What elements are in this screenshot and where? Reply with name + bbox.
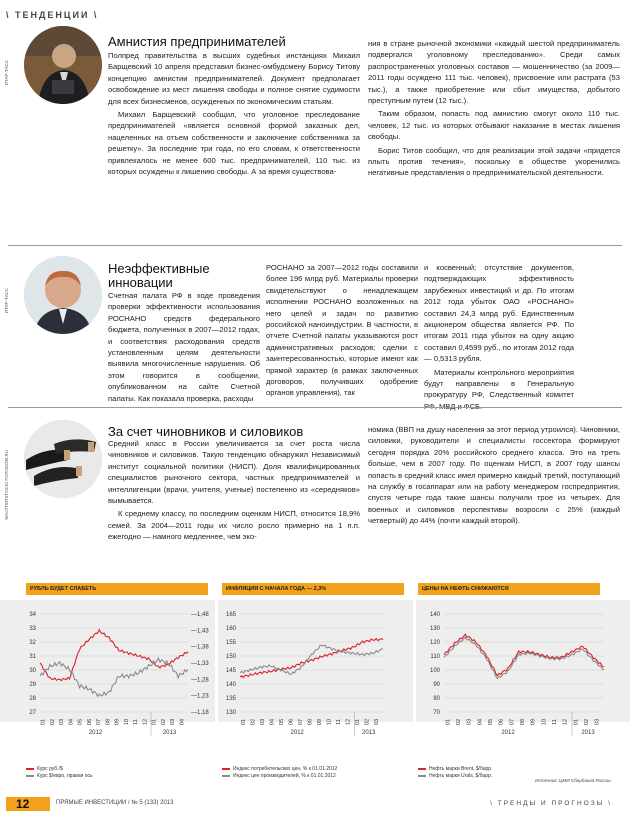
x-tick-label: 11 [336, 719, 343, 725]
legend-item: Нефть марки Urals, $/барр. [418, 773, 492, 780]
chart-title: РУБЛЬ БУДЕТ СЛАБЕТЬ [26, 583, 208, 595]
article-photo [24, 26, 102, 104]
paragraph: К среднему классу, по последним оценкам НИСП, относится 18,9% семей. За 2004—2011 годы их число росло примерно на 1 п.п. ежегодно — намного медленнее, чем эко- [108, 509, 360, 542]
y-tick-label: 30 [29, 668, 36, 674]
y-right-tick-label: —1,33 [191, 661, 209, 667]
article-column [368, 38, 620, 181]
y-tick-label: 32 [29, 640, 36, 646]
legend-item: Курс руб./$ [26, 766, 93, 773]
x-tick-label: 09 [114, 718, 121, 726]
y-tick-label: 135 [225, 696, 236, 702]
year-label: 2013 [581, 730, 595, 736]
chart-legend [418, 766, 492, 780]
year-label: 2013 [162, 730, 177, 736]
chart-title: ИНФЛЯЦИЯ С НАЧАЛА ГОДА — 2,3% [222, 583, 404, 595]
chart-legend [222, 766, 337, 780]
y-tick-label: 165 [225, 612, 236, 618]
year-label: 2012 [88, 730, 103, 736]
y-tick-label: 130 [429, 626, 440, 632]
x-tick-label: 12 [562, 718, 569, 726]
x-tick-label: 12 [345, 718, 352, 726]
x-tick-label: 07 [297, 718, 304, 726]
x-tick-label: 04 [477, 718, 484, 726]
y-tick-label: 33 [29, 626, 36, 632]
paragraph: Борис Титов сообщил, что для реализации этой задачи «придется плыть против течения», поскольку в обществе укоренились негативные представления о предпринимательской деятельности. [368, 145, 620, 178]
divider [8, 407, 622, 408]
y-tick-label: 27 [29, 710, 36, 716]
legend-item: Индекс потребительских цен, % к 01.01.2012 [222, 766, 337, 773]
y-tick-label: 29 [29, 682, 36, 688]
x-tick-label: 02 [160, 718, 167, 726]
y-tick-label: 100 [429, 668, 440, 674]
x-tick-label: 01 [445, 718, 452, 726]
series-line-left [240, 639, 383, 678]
x-tick-label: 06 [86, 718, 93, 726]
y-right-tick-label: —1,43 [191, 628, 209, 635]
page-number: 12 [6, 797, 50, 811]
y-right-tick-label: —1,18 [191, 710, 209, 716]
article-photo [24, 256, 102, 334]
x-tick-label: 04 [68, 718, 75, 726]
y-tick-label: 130 [225, 710, 236, 716]
year-label: 2012 [501, 730, 515, 736]
y-tick-label: 120 [429, 640, 440, 646]
paragraph: Михаил Барщевский сообщил, что уголовное преследование предпринимателей «является основной формой заказных дел, нацеленных на отъем собственности и заключение собственника за решетку». За последние три года, по его словам, к ответственности привлекалось не менее 600 тыс. предпринимателей, 110 тыс. из которых осуждены к лишению свободы. А за время существова- [108, 110, 360, 177]
x-tick-label: 01 [40, 718, 47, 726]
x-tick-label: 02 [49, 718, 56, 726]
x-tick-label: 08 [520, 718, 526, 726]
article-column [108, 438, 360, 545]
article-title: За счет чиновников и силовиков [108, 424, 304, 439]
article-column [108, 50, 360, 179]
x-tick-label: 07 [96, 718, 103, 726]
x-tick-label: 05 [77, 718, 84, 726]
x-tick-label: 12 [142, 718, 149, 726]
x-tick-label: 01 [573, 718, 580, 726]
x-tick-label: 10 [541, 718, 548, 726]
article-column [368, 424, 620, 529]
article-title: Неэффективные инновации [108, 261, 210, 290]
x-tick-label: 08 [105, 718, 112, 726]
rubric: \ ТРЕНДЫ И ПРОГНОЗЫ \ [490, 800, 612, 807]
x-tick-label: 03 [594, 718, 601, 726]
paragraph: Таким образом, попасть под амнистию смогут около 110 тыс. человек, 12 тыс. из которых отбывают наказание в местах лишения свободы. [368, 109, 620, 142]
paragraph: и косвенный; отсутствие документов, подтверждающих эффективность зарубежных инвестиций и др. По итогам 2012 года убыток ОАО «РОСНАНО» составил 24,3 млрд руб. Единственным акционером общества является РФ. По итогам 2011 года убыток на одну акцию составил 0,4599 руб., по итогам 2012 года — 0,5313 рубля. [424, 263, 574, 364]
article-photo [24, 420, 102, 498]
section-tag: \ ТЕНДЕНЦИИ \ [6, 10, 99, 20]
year-label: 2013 [362, 730, 376, 736]
series-line-right [40, 658, 188, 696]
article-column [424, 262, 574, 414]
y-tick-label: 140 [225, 682, 236, 688]
y-tick-label: 140 [429, 612, 440, 618]
article-title: Амнистия предпринимателей [108, 34, 286, 49]
x-tick-label: 10 [123, 718, 130, 726]
y-right-tick-label: —1,38 [191, 644, 209, 651]
y-right-tick-label: —1,23 [191, 693, 209, 700]
x-tick-label: 03 [374, 718, 381, 726]
y-right-tick-label: —1,28 [191, 677, 209, 684]
legend-item: Курс $/евро, правая ось [26, 773, 93, 780]
paragraph: Средний класс в России увеличивается за счет роста числа чиновников и силовиков. Такую тенденцию обнаружил Независимый институт социальной политики (НИСП). Доля квалифицированных специалистов рыночного сектора, частных предпринимателей и интеллигенции (врачи, учителя, ученые) постепенно из «середняков» вымывается. [108, 439, 360, 506]
x-tick-label: 10 [326, 718, 333, 726]
y-tick-label: 28 [29, 696, 36, 702]
chart-oil [416, 600, 630, 760]
divider [8, 245, 622, 246]
y-tick-label: 110 [430, 654, 440, 660]
article-column [108, 290, 260, 406]
x-tick-label: 05 [278, 718, 285, 726]
year-label: 2012 [290, 730, 304, 736]
series-line-left [40, 630, 188, 681]
x-tick-label: 11 [133, 719, 140, 725]
paragraph: ния в стране рыночной экономики «каждый шестой предприниматель подвергался уголовному преследованию». Среди самых распространенных уголовных составов — мошенничество (за 2009—2011 годы осуждено 111 тыс. человек), присвоение или растрата (53 тыс.), а также приобретение или сбыт имущества, добытого преступным путем (12 тыс.). [368, 39, 620, 106]
x-tick-label: 05 [488, 718, 494, 726]
x-tick-label: 03 [259, 718, 266, 726]
x-tick-label: 06 [498, 718, 505, 726]
photo-credit: ИТАР-ТАСС [4, 60, 9, 86]
y-tick-label: 150 [225, 654, 236, 660]
x-tick-label: 07 [509, 718, 516, 726]
magazine-issue: ПРЯМЫЕ ИНВЕСТИЦИИ / № 5 (133) 2013 [56, 800, 174, 806]
photo-credit: ИТАР-ТАСС [4, 288, 9, 314]
x-tick-label: 02 [584, 718, 590, 726]
paragraph: номика (ВВП на душу населения за этот период утроился). Чиновники, силовики, руководители и специалисты госсектора формируют сегодня порядка 20% российского среднего класса. Это на треть больше, чем в 2007 году. По оценкам НИСП, в 2007 году шансы попасть в средний класс имел примерно каждый третий, поступающий на службу в госаппарат или на работу менеджером госпредприятия, спустя четыре года такие шансы получили трое из четырех. Для военных и силовиков перспективы возросли с 25% (каждый четвертый) до 44% (почти каждый второй). [368, 425, 620, 526]
page-footer [0, 797, 630, 815]
y-right-tick-label: —1,48 [191, 612, 209, 618]
chart-inflation [218, 600, 413, 760]
article-column [266, 262, 418, 401]
legend-item: Индекс цен производителей, % к 01.01.2012 [222, 773, 337, 780]
paragraph: Счетная палата РФ в ходе проведения проверки эффективности использования РОСНАНО средств федерального бюджета, полученных в 2007—2012 годах, и соответствия расходования средств установленным целям деятельности выявила многочисленные нарушения. Об этом говорится в сообщении, опубликованном на сайте Счетной палаты. Как показала проверка, расходы [108, 291, 260, 403]
y-tick-label: 145 [225, 668, 236, 674]
chart-legend [26, 766, 93, 780]
paragraph: Полпред правительства в высших судебных инстанциях Михаил Барщевский 10 апреля представил бизнес-омбудсмену Борису Титову концепцию амнистии предпринимателей. Документ предполагает освобождение из мест лишения свободы и полное снятие судимости для всех бизнесменов, осужденных по экономическим статьям. [108, 51, 360, 106]
chart-ruble [0, 600, 215, 760]
x-tick-label: 02 [456, 718, 462, 726]
legend-item: Нефть марки Brent, $/барр. [418, 766, 492, 773]
x-tick-label: 02 [250, 718, 257, 726]
y-tick-label: 90 [433, 682, 440, 688]
chart-source: Источник: ЦМИ Сбербанка России. [535, 778, 612, 783]
x-tick-label: 03 [59, 718, 66, 726]
y-tick-label: 31 [29, 654, 36, 660]
photo-credit: SHUTTERSTOCK/ FOTODOM.RU [4, 450, 9, 520]
x-tick-label: 02 [364, 718, 371, 726]
x-tick-label: 06 [288, 718, 295, 726]
y-tick-label: 34 [29, 612, 36, 618]
chart-title: ЦЕНЫ НА НЕФТЬ СНИЖАЮТСЯ [418, 583, 600, 595]
x-tick-label: 08 [307, 718, 314, 726]
x-tick-label: 03 [466, 718, 473, 726]
y-tick-label: 80 [433, 696, 440, 702]
paragraph: РОСНАНО за 2007—2012 годы составили более 196 млрд руб. Материалы проверки свидетельствуют о ненадлежащем исполнении РОСНАНО возложенных на него целей и задач по развитию российской наноиндустрии. В частности, в отчете Счетной палаты указываются рост административных расходов; сделки с заинтересованностью, которые имеют как прямой характер (в рамках заключенных договоров, получивших одобрение органов управления), так [266, 263, 418, 398]
x-tick-label: 04 [269, 718, 276, 726]
x-tick-label: 04 [179, 718, 186, 726]
x-tick-label: 09 [317, 718, 324, 726]
series-line-left [444, 637, 604, 678]
x-tick-label: 01 [355, 718, 362, 726]
x-tick-label: 11 [552, 719, 558, 725]
series-line-left [444, 634, 604, 675]
x-tick-label: 03 [170, 718, 177, 726]
y-tick-label: 155 [225, 640, 236, 646]
x-tick-label: 09 [530, 718, 537, 726]
x-tick-label: 01 [240, 718, 247, 726]
y-tick-label: 70 [433, 710, 440, 716]
x-tick-label: 01 [151, 718, 158, 726]
paragraph: Материалы контрольного мероприятия будут направлены в Генеральную прокуратуру РФ, Следственный комитет [424, 367, 574, 400]
y-tick-label: 160 [225, 626, 236, 632]
